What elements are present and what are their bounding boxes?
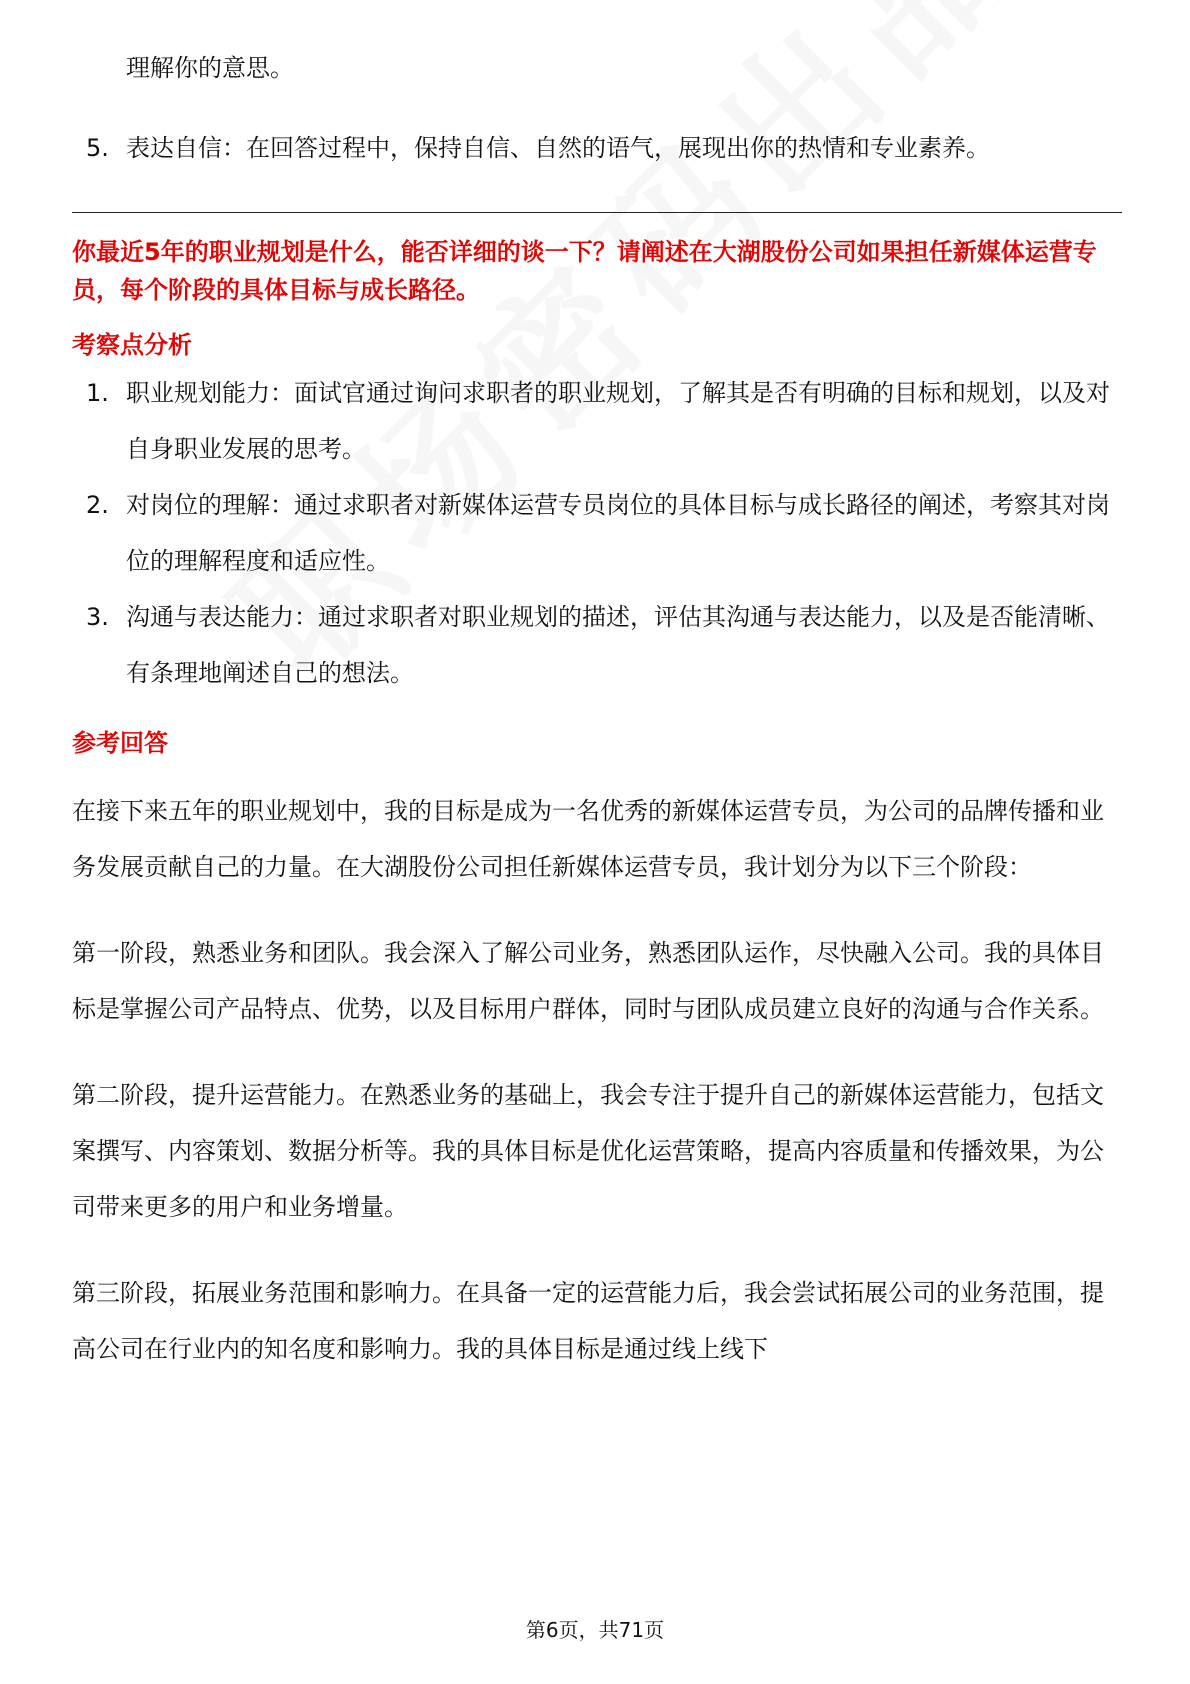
continued-text: 理解你的意思。 [126, 54, 294, 82]
previous-list [72, 120, 1122, 176]
list-item [72, 120, 1122, 176]
list-number: 3. [86, 603, 109, 631]
answer-paragraph: 第三阶段，拓展业务范围和影响力。在具备一定的运营能力后，我会尝试拓展公司的业务范围，提高公司在行业内的知名度和影响力。我的具体目标是通过线上线下 [72, 1279, 1104, 1363]
answer-paragraph: 第一阶段，熟悉业务和团队。我会深入了解公司业务，熟悉团队运作，尽快融入公司。我的具体目标是掌握公司产品特点、优势，以及目标用户群体，同时与团队成员建立良好的沟通与合作关系。 [72, 939, 1104, 1023]
answer-paragraph: 第二阶段，提升运营能力。在熟悉业务的基础上，我会专注于提升自己的新媒体运营能力，包括文案撰写、内容策划、数据分析等。我的具体目标是优化运营策略，提高内容质量和传播效果，为公司带来更多的用户和业务增量。 [72, 1081, 1104, 1221]
section-divider [72, 212, 1122, 213]
list-item-text: 沟通与表达能力：通过求职者对职业规划的描述，评估其沟通与表达能力，以及是否能清晰、有条理地阐述自己的想法。 [126, 603, 1110, 687]
page-content [72, 40, 1122, 1377]
list-item-text: 对岗位的理解：通过求职者对新媒体运营专员岗位的具体目标与成长路径的阐述，考察其对岗位的理解程度和适应性。 [126, 491, 1110, 575]
list-item [72, 589, 1122, 701]
analysis-list [72, 365, 1122, 701]
answer-paragraph: 在接下来五年的职业规划中，我的目标是成为一名优秀的新媒体运营专员，为公司的品牌传播和业务发展贡献自己的力量。在大湖股份公司担任新媒体运营专员，我计划分为以下三个阶段： [72, 797, 1104, 881]
answer-heading: 参考回答 [72, 729, 168, 757]
list-number: 1. [86, 379, 109, 407]
list-item-text: 职业规划能力：面试官通过询问求职者的职业规划，了解其是否有明确的目标和规划，以及对自身职业发展的思考。 [126, 379, 1110, 463]
list-item-text: 表达自信：在回答过程中，保持自信、自然的语气，展现出你的热情和专业素养。 [126, 134, 990, 162]
interview-question: 你最近5年的职业规划是什么，能否详细的谈一下？请阐述在大湖股份公司如果担任新媒体运营专员，每个阶段的具体目标与成长路径。 [72, 238, 1097, 304]
list-item [72, 365, 1122, 477]
page-footer: 第6页，共71页 [525, 1618, 665, 1642]
list-item [72, 477, 1122, 589]
list-number: 2. [86, 491, 109, 519]
analysis-heading: 考察点分析 [72, 331, 192, 359]
list-number: 5. [86, 134, 109, 162]
